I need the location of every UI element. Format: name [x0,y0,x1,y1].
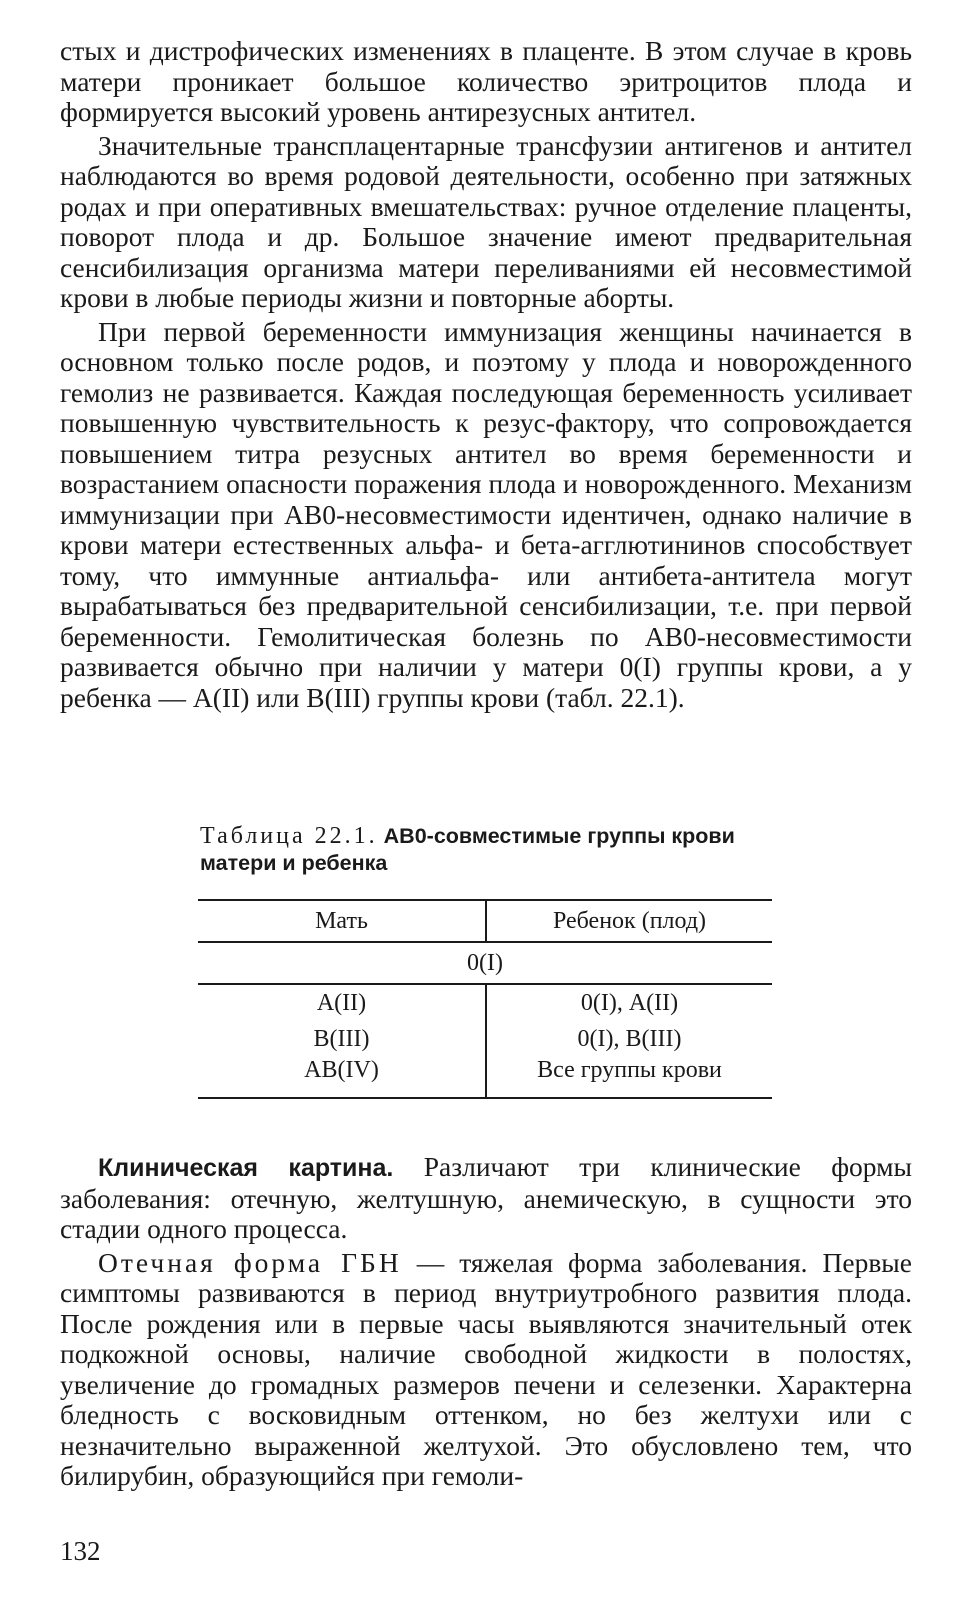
child-cell: 0(I), В(III) [577,1025,682,1052]
body-text-bottom [60,1152,912,1492]
child-cell: 0(I), А(II) [580,989,679,1016]
paragraph-clinical-picture [60,1152,912,1245]
page-number: 132 [60,1536,101,1566]
span-cell: 0(I) [198,942,772,984]
mother-cell: АВ(IV) [198,1057,486,1098]
clinical-heading: Клиническая картина. [98,1154,394,1182]
mother-cell: А(II) [198,984,486,1021]
table-caption-label: Таблица 22.1. [200,823,378,849]
abo-compatibility-table [198,899,772,1099]
body-text-top [60,36,912,713]
edema-text: — тяжелая форма заболевания. Первые симптомы развиваются в период внутриутробного развития плода. После рождения или в первые часы выявляются значительный отек подкожной основы, наличие свободной жидкости в полостях, увеличение до громадных размеров печени и селезенки. Характерна бледность с восковидным оттенком, но без желтухи или с незначительно выраженной желтухой. Это обусловлено тем, что билирубин, образующийся при гемоли- [60,1246,912,1491]
table-row [198,942,772,984]
table-row [198,1057,772,1098]
table-row [198,984,772,1021]
paragraph-continuation: стых и дистрофических изменениях в плаценте. В этом случае в кровь матери проникает большое количество эритроцитов плода и формируется высокий уровень антирезусных антител. [60,35,912,127]
paragraph-edema-form [60,1248,912,1492]
mother-cell: В(III) [198,1021,486,1057]
table-header-row [198,900,772,942]
header-mother: Мать [198,900,486,942]
clinical-text: Различают три клинические формы заболевания: отечную, желтушную, анемическую, в сущности это стадии одного процесса. [60,1151,912,1244]
edema-term: Отечная форма ГБН [98,1246,402,1278]
child-cell: Все группы крови [486,1057,772,1098]
paragraph-transfusions: Значительные трансплацентарные трансфузии антигенов и антител наблюдаются во время родовой деятельности, особенно при затяжных родах и при оперативных вмешательствах: ручное отделение плаценты, поворот плода и др. Большое значение имеют предварительная сенсибилизация организма матери переливаниями ей несовместимой крови в любые периоды жизни и повторные аборты. [60,129,912,313]
header-child: Ребенок (плод) [486,900,772,942]
paragraph-immunization: При первой беременности иммунизация женщины начинается в основном только после родов, и поэтому у плода и новорожденного гемолиз не развивается. Каждая последующая беременность усиливает повышенную чувствительность к резус-фактору, что сопровождается повышением титра резусных антител во время беременности и возрастанием опасности поражения плода и новорожденного. Механизм иммунизации при АВ0-несовместимости идентичен, однако наличие в крови матери естественных альфа- и бета-агглютининов способствует тому, что иммунные антиальфа- или антибета-антитела могут вырабатываться без предварительной сенсибилизации, т.е. при первой беременности. Гемолитическая болезнь по АВ0-несовместимости развивается обычно при наличии у матери 0(I) группы крови, а у ребенка — А(II) или В(III) группы крови (табл. 22.1). [60,315,912,713]
table-row [198,1021,772,1057]
table-caption [200,823,780,877]
table-caption-title: АВ0-совместимые группы крови матери и ребенка [200,824,735,875]
